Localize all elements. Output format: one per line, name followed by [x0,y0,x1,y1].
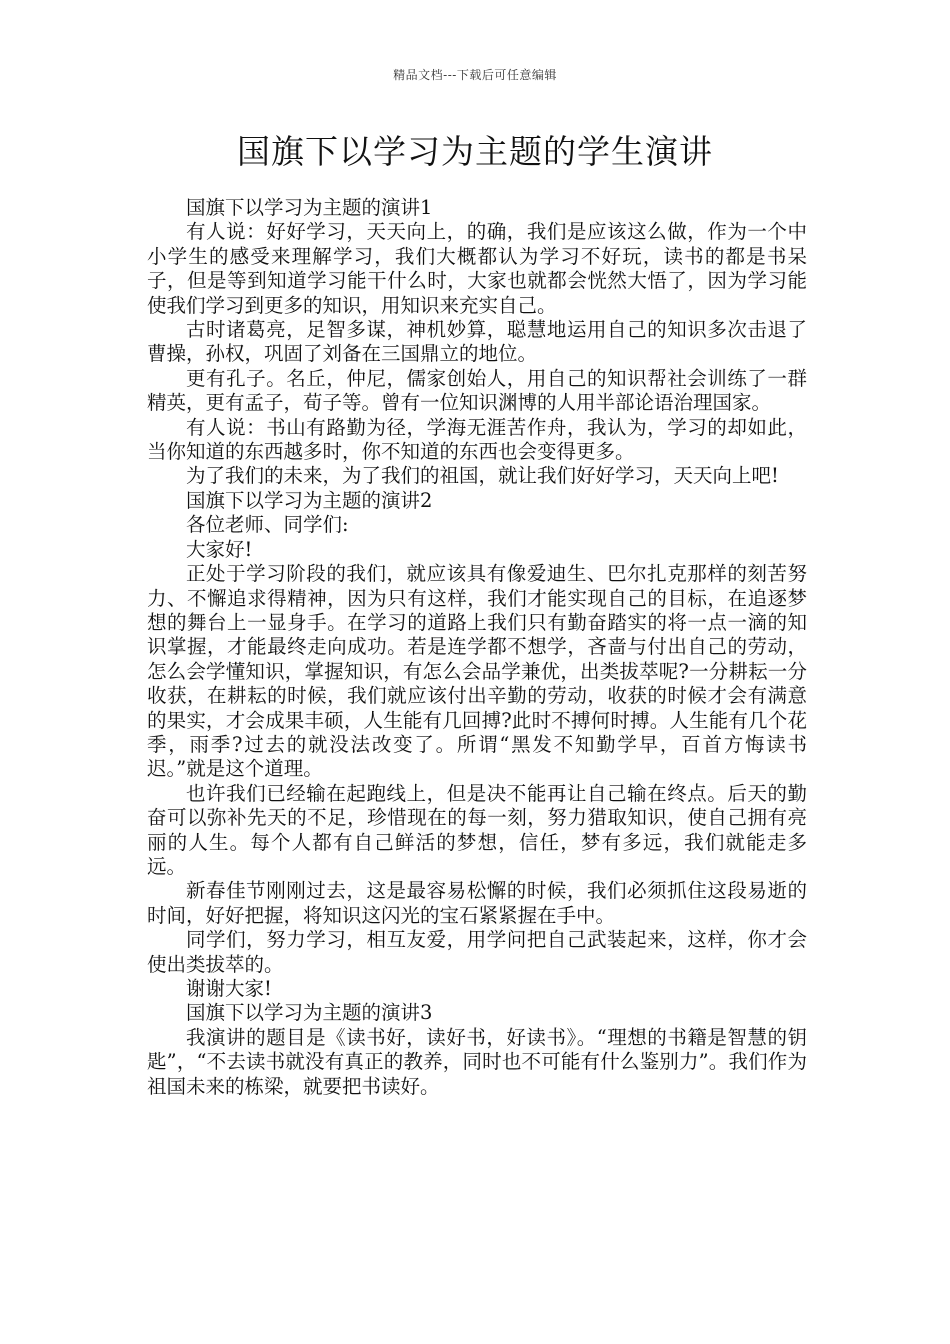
section-heading: 国旗下以学习为主题的演讲1 [186,196,433,219]
paragraph: 古时诸葛亮，足智多谋，神机妙算，聪慧地运用自己的知识多次击退了曹操，孙权，巩固了刘备在三国鼎立的地位。 [147,318,807,366]
closing: 谢谢大家! [186,977,272,1000]
paragraph: 我演讲的题目是《读书好，读好书，好读书》。“理想的书籍是智慧的钥匙”，“不去读书就没有真正的教养，同时也不可能有什么鉴别力”。我们作为祖国未来的栋梁，就要把书读好。 [147,1025,807,1098]
paragraph: 为了我们的未来，为了我们的祖国，就让我们好好学习，天天向上吧! [186,464,779,488]
paragraph: 有人说：书山有路勤为径，学海无涯苦作舟，我认为，学习的却如此，当你知道的东西越多时，你不知道的东西也会变得更多。 [147,415,807,464]
paragraph: 同学们，努力学习，相互友爱，用学问把自己武装起来，这样，你才会使出类拔萃的。 [147,928,807,976]
document-body [147,196,807,1099]
paragraph: 新春佳节刚刚过去，这是最容易松懈的时候，我们必须抓住这段易逝的时间，好好把握，将知识这闪光的宝石紧紧握在手中。 [147,879,807,927]
page-header: 精品文档---下载后可任意编辑 [393,68,557,82]
paragraph: 更有孔子。名丘，仲尼，儒家创始人，用自己的知识帮社会训练了一群精英，更有孟子，荀子等。曾有一位知识渊博的人用半部论语治理国家。 [147,366,807,415]
document-title: 国旗下以学习为主题的学生演讲 [237,132,713,171]
greeting: 大家好! [186,537,253,561]
paragraph: 有人说：好好学习，天天向上，的确，我们是应该这么做，作为一个中小学生的感受来理解学习，我们大概都认为学习不好玩，读书的都是书呆子，但是等到知道学习能干什么时，大家也就都会恍然大悟了，因为学习能使我们学习到更多的知识，用知识来充实自己。 [147,220,807,317]
paragraph: 正处于学习阶段的我们，就应该具有像爱迪生、巴尔扎克那样的刻苦努力、不懈追求得精神，因为只有这样，我们才能实现自己的目标，在追逐梦想的舞台上一显身手。在学习的道路上我们只有勤奋踏实的将一点一滴的知识掌握，才能最终走向成功。若是连学都不想学，吝啬与付出自己的劳动，怎么会学懂知识，掌握知识，有怎么会品学兼优，出类拔萃呢?一分耕耘一分收获，在耕耘的时候，我们就应该付出辛勤的劳动，收获的时候才会有满意的果实，才会成果丰硕，人生能有几回搏?此时不搏何时搏。人生能有几个花季，雨季?过去的就没法改变了。所谓“黑发不知勤学早，百首方悔读书迟。”就是这个道理。 [147,562,807,781]
section-heading: 国旗下以学习为主题的演讲2 [186,488,433,512]
paragraph: 也许我们已经输在起跑线上，但是决不能再让自己输在终点。后天的勤奋可以弥补先天的不足，珍惜现在的每一刻，努力猎取知识，使自己拥有亮丽的人生。每个人都有自己鲜活的梦想，信任，梦有多远，我们就能走多远。 [147,781,807,878]
section-heading: 国旗下以学习为主题的演讲3 [186,1001,433,1025]
salutation: 各位老师、同学们: [186,513,349,537]
